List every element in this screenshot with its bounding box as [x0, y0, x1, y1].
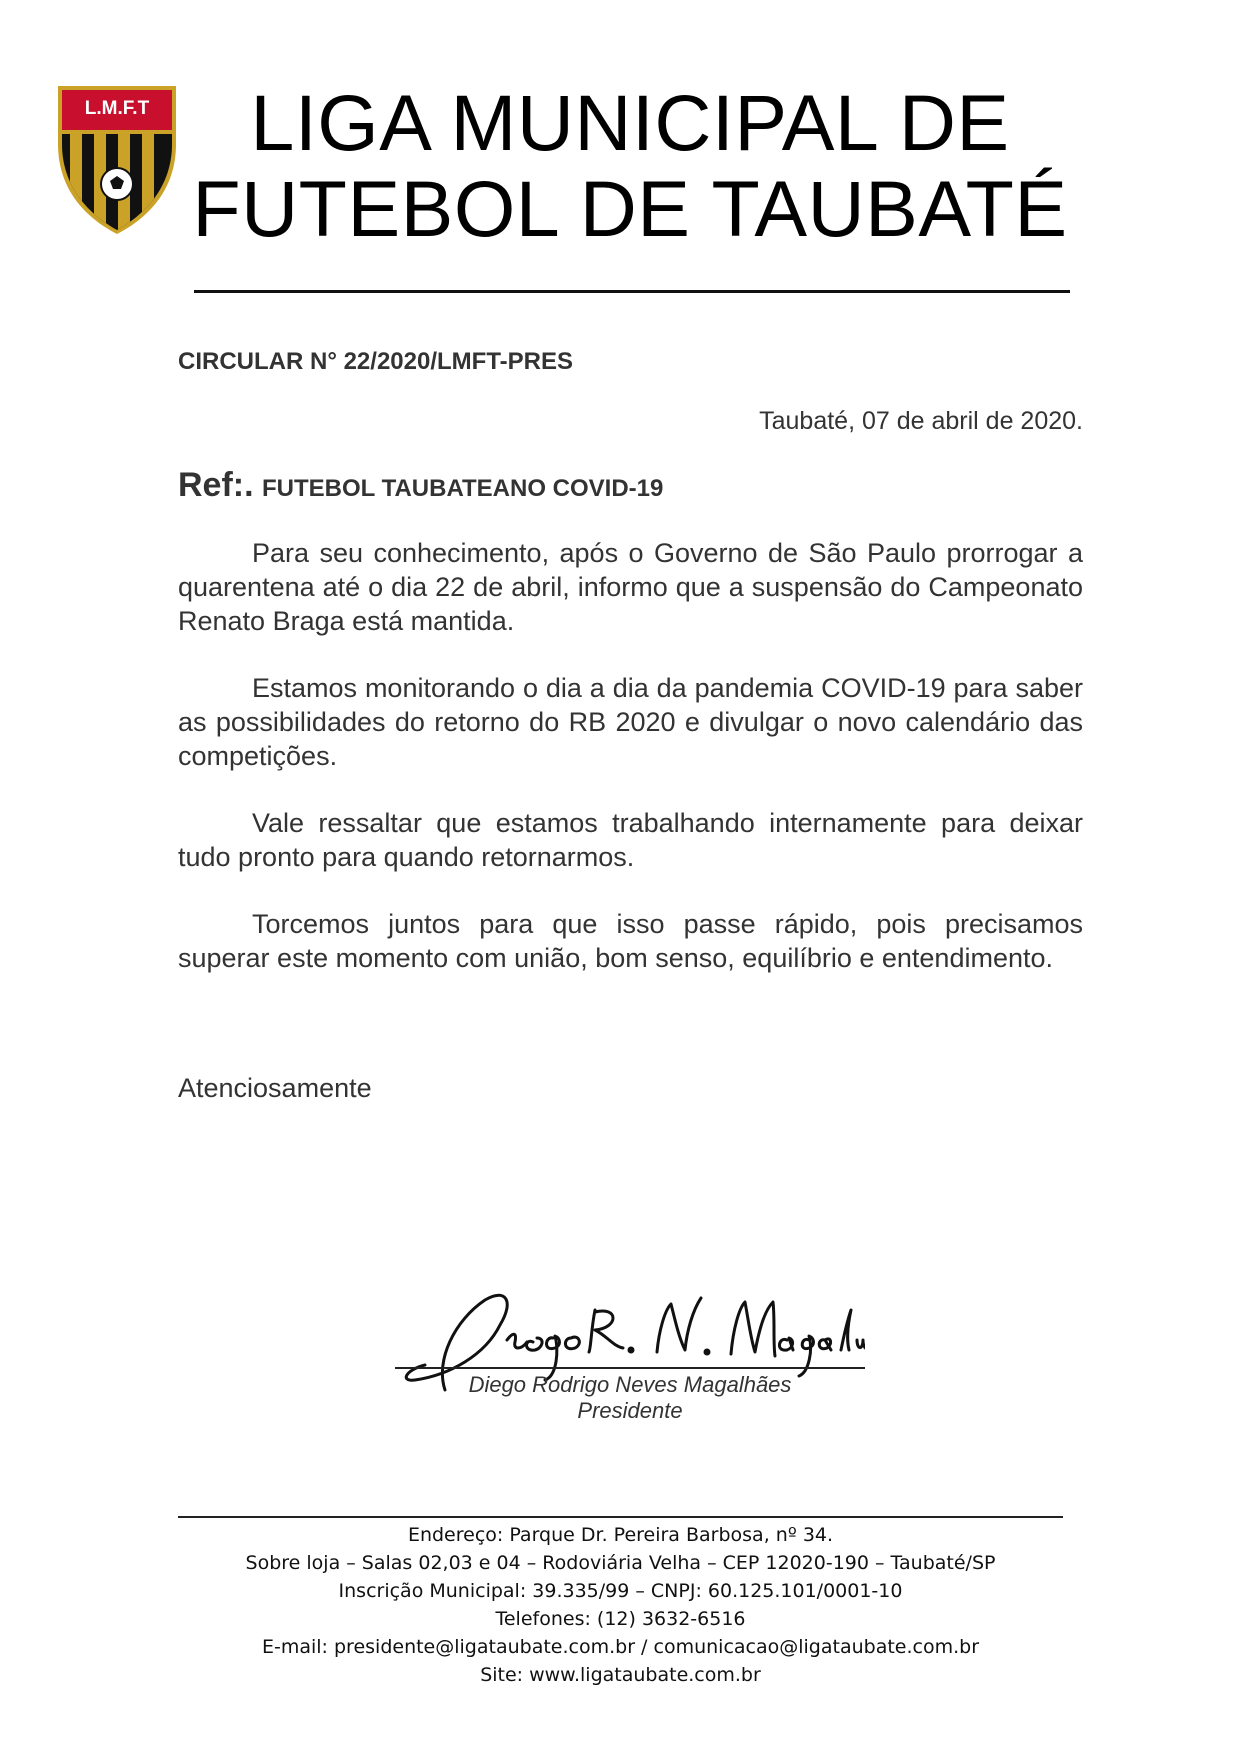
ref-label: Ref:. — [178, 466, 254, 504]
footer — [178, 1521, 1063, 1689]
letter-body — [178, 536, 1083, 1008]
lmft-logo — [56, 86, 178, 234]
footer-registration: Inscrição Municipal: 39.335/99 – CNPJ: 60.125.101/0001-10 — [338, 1580, 903, 1602]
logo-text: L.M.F.T — [84, 98, 150, 119]
header-divider — [194, 290, 1070, 293]
document-date: Taubaté, 07 de abril de 2020. — [759, 407, 1083, 435]
page-title — [190, 80, 1070, 252]
footer-address: Endereço: Parque Dr. Pereira Barbosa, nº 34. — [407, 1524, 834, 1546]
signature-line — [395, 1367, 865, 1369]
ref-subject: FUTEBOL TAUBATEANO COVID-19 — [262, 475, 664, 502]
title-line-2: FUTEBOL DE TAUBATÉ — [192, 164, 1068, 253]
footer-email: E-mail: presidente@ligataubate.com.br / comunicacao@ligataubate.com.br — [261, 1636, 980, 1658]
signatory-name: Diego Rodrigo Neves Magalhães — [468, 1372, 792, 1397]
circular-number: CIRCULAR N° 22/2020/LMFT-PRES — [178, 348, 574, 375]
reference-line — [178, 466, 663, 505]
paragraph: Vale ressaltar que estamos trabalhando internamente para deixar tudo pronto para quando retornarmos. — [178, 808, 1083, 872]
paragraph: Para seu conhecimento, após o Governo de São Paulo prorrogar a quarentena até o dia 22 de abril, informo que a suspensão do Campeonato Renato Braga está mantida. — [178, 538, 1083, 636]
paragraph: Torcemos juntos para que isso passe rápido, pois precisamos superar este momento com união, bom senso, equilíbrio e entendimento. — [178, 909, 1083, 973]
footer-divider — [178, 1516, 1063, 1518]
closing: Atenciosamente — [178, 1073, 372, 1103]
footer-address-2: Sobre loja – Salas 02,03 e 04 – Rodoviária Velha – CEP 12020-190 – Taubaté/SP — [245, 1552, 996, 1574]
title-line-1: LIGA MUNICIPAL DE — [250, 78, 1010, 167]
footer-site: Site: www.ligataubate.com.br — [480, 1664, 761, 1686]
footer-phone: Telefones: (12) 3632-6516 — [495, 1608, 746, 1630]
paragraph: Estamos monitorando o dia a dia da pandemia COVID-19 para saber as possibilidades do retorno do RB 2020 e divulgar o novo calendário das competições. — [178, 673, 1083, 771]
signatory-role: Presidente — [577, 1398, 683, 1423]
